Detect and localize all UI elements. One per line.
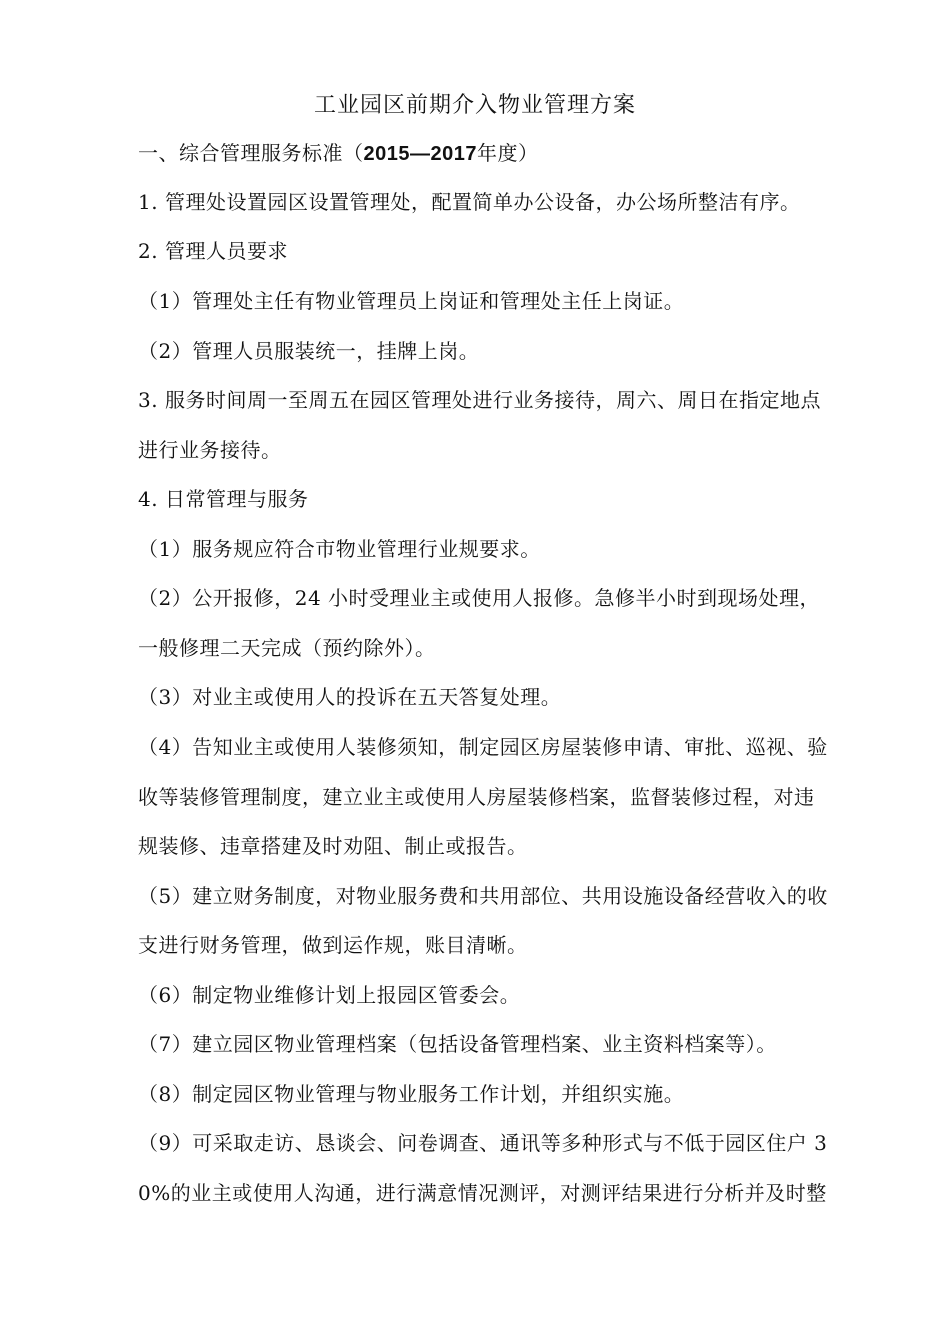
section-heading (138, 136, 538, 171)
paragraph-line: 1. 管理处设置园区设置管理处，配置简单办公设备，办公场所整洁有序。 (138, 190, 801, 214)
document-title: 工业园区前期介入物业管理方案 (313, 93, 636, 118)
section-heading-suffix: 年度） (476, 141, 539, 165)
paragraph-line: （5）建立财务制度，对物业服务费和共用部位、共用设施设备经营收入的收 (138, 884, 828, 908)
paragraph-line: （4）告知业主或使用人装修须知，制定园区房屋装修申请、审批、巡视、验 (138, 735, 828, 759)
paragraph-line: 支进行财务管理，做到运作规，账目清晰。 (138, 933, 528, 957)
paragraph-line: 3. 服务时间周一至周五在园区管理处进行业务接待，周六、周日在指定地点 (138, 388, 821, 412)
paragraph-line: （3）对业主或使用人的投诉在五天答复处理。 (138, 685, 562, 709)
paragraph-line: 2. 管理人员要求 (138, 239, 288, 263)
section-heading-years: 2015—2017 (363, 143, 477, 165)
paragraph-line: （6）制定物业维修计划上报园区管委会。 (138, 983, 521, 1007)
paragraph-line: 一般修理二天完成（预约除外）。 (138, 636, 436, 660)
paragraph-line: 进行业务接待。 (138, 438, 282, 462)
paragraph-line: （9）可采取走访、恳谈会、问卷调查、通讯等多种形式与不低于园区住户 3 (138, 1131, 828, 1155)
paragraph-line: 0%的业主或使用人沟通，进行满意情况测评，对测评结果进行分析并及时整 (138, 1181, 827, 1205)
section-heading-prefix: 一、综合管理服务标准（ (138, 141, 364, 165)
paragraph-line: （1）管理处主任有物业管理员上岗证和管理处主任上岗证。 (138, 289, 685, 313)
paragraph-line: （2）管理人员服装统一，挂牌上岗。 (138, 339, 480, 363)
paragraph-line: （8）制定园区物业管理与物业服务工作计划，并组织实施。 (138, 1082, 685, 1106)
paragraph-line: （1）服务规应符合市物业管理行业规要求。 (138, 537, 541, 561)
paragraph-line: （7）建立园区物业管理档案（包括设备管理档案、业主资料档案等）。 (138, 1032, 777, 1056)
paragraph-line: 收等装修管理制度，建立业主或使用人房屋装修档案，监督装修过程，对违 (138, 785, 815, 809)
paragraph-line: 规装修、违章搭建及时劝阻、制止或报告。 (138, 834, 528, 858)
paragraph-line: （2）公开报修，24 小时受理业主或使用人报修。急修半小时到现场处理， (138, 586, 821, 610)
paragraph-line: 4. 日常管理与服务 (138, 487, 309, 511)
